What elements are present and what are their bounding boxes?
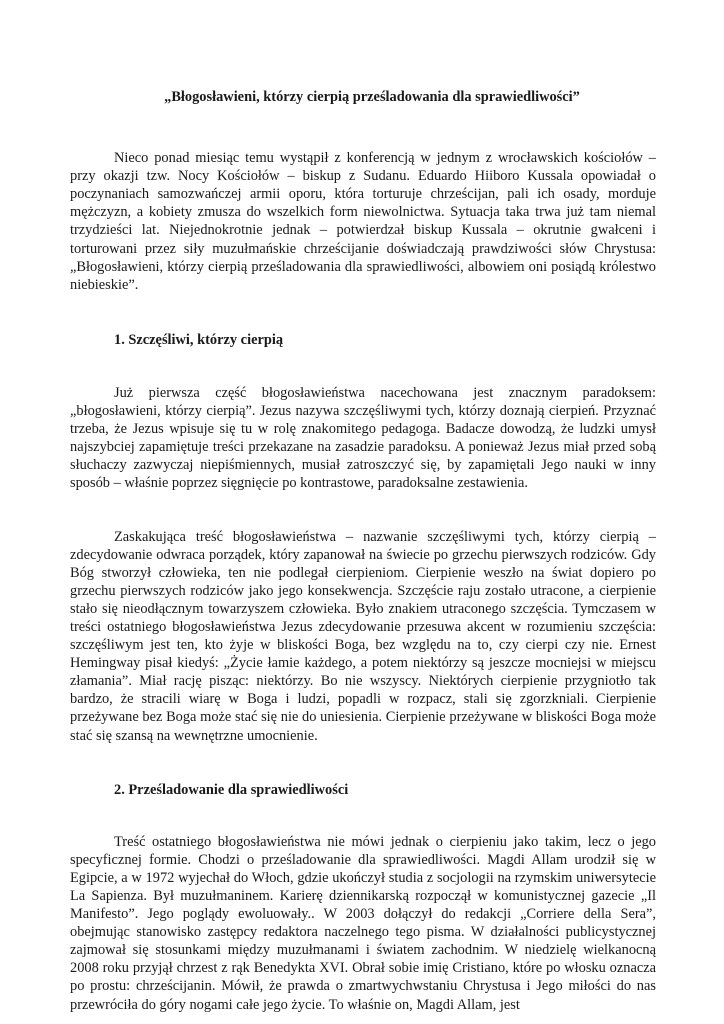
paragraph-intro: Nieco ponad miesiąc temu wystąpił z konferencją w jednym z wrocławskich kościołów – przy okazji tzw. Nocy Kościołów – biskup z Sudanu. Eduardo Hiiboro Kussala opowiadał o poczynaniach samozwańczej armii oporu, która torturuje chrześcijan, pali ich osady, morduje mężczyzn, a kobiety zmusza do wszelkich form niewolnictwa. Sytuacja taka trwa już tam niemal trzydzieści lat. Niejednokrotnie jednak – potwierdzał biskup Kussala – okrutnie gwałceni i torturowani przez siły muzułmańskie chrześcijanie doświadczają prawdziwości słów Chrystusa: „Błogosławieni, którzy cierpią prześladowania dla sprawiedliwości, albowiem oni posiądą królestwo niebieskie”. <box>70 150 656 293</box>
spacer <box>70 493 656 528</box>
spacer <box>70 294 656 331</box>
spacer <box>70 745 656 781</box>
spacer <box>70 135 656 149</box>
paragraph-suffering: Zaskakująca treść błogosławieństwa – nazwanie szczęśliwymi tych, którzy cierpią – zdecydowanie odwraca porządek, który zapanował na świecie po grzechu pierwszych rodziców. Gdy Bóg stworzył człowieka, ten nie podlegał cierpieniom. Cierpienie weszło na świat dopiero po grzechu pierwszych rodziców jako jego konsekwencja. Szczęście raju zostało utracone, a cierpienie stało się nieodłącznym towarzyszem człowieka. Było znakiem utraconego szczęścia. Tymczasem w treści ostatniego błogosławieństwa Jezus zdecydowanie przesuwa akcent w rozumieniu szczęścia: szczęśliwym jest ten, kto żyje w bliskości Boga, bez względu na to, czy cierpi czy nie. Ernest Hemingway pisał kiedyś: „Życie łamie każdego, a potem niektórzy są jeszcze mocniejsi w miejscu złamania”. Miał rację pisząc: niektórzy. Bo nie wszyscy. Niektórych cierpienie przygniotło tak bardzo, że stracili wiarę w Boga i ludzi, popadli w rozpacz, stali się zgorzkniali. Cierpienie przeżywane bez Boga może stać się nie do uniesienia. Cierpienie przeżywane w bliskości Boga może stać się szansą na wewnętrzne umocnienie. <box>70 528 656 744</box>
spacer <box>70 799 656 833</box>
document-page <box>70 88 656 1014</box>
paragraph-persecution: Treść ostatniego błogosławieństwa nie mówi jednak o cierpieniu jako takim, lecz o jego specyficznej formie. Chodzi o prześladowanie dla sprawiedliwości. Magdi Allam urodził się w Egipcie, a w 1972 wyjechał do Włoch, gdzie ukończył studia z socjologii na rzymskim uniwersytecie La Sapienza. Był muzułmaninem. Karierę dziennikarską rozpoczął w komunistycznej gazecie „Il Manifesto”. Jego poglądy ewoluowały.. W 2003 dołączył do redakcji „Corriere della Sera”, obejmując stanowisko zastępcy redaktora naczelnego tego pisma. W działalności publicystycznej zajmował się stosunkami między muzułmanami i światem zachodnim. W niedzielę wielkanocną 2008 roku przyjął chrzest z rąk Benedykta XVI. Obrał sobie imię Cristiano, które po włosku oznacza po prostu: chrześcijanin. Mówił, że prawda o zmartwychwstaniu Chrystusa i Jego miłości do nas przewróciła do góry nogami całe jego życie. To właśnie on, Magdi Allam, jest <box>70 833 656 1013</box>
document-title: „Błogosławieni, którzy cierpią prześladowania dla sprawiedliwości” <box>164 89 580 105</box>
paragraph-paradox: Już pierwsza część błogosławieństwa nacechowana jest znacznym paradoksem: „błogosławieni, którzy cierpią”. Jezus nazywa szczęśliwymi tych, którzy doznają cierpień. Przyznać trzeba, że Jezus wpisuje się tu w rolę znakomitego pedagoga. Badacze dowodzą, że ludzki umysł najszybciej zapamiętuje treści przekazane na zasadzie paradoksu. A ponieważ Jezus miał przed sobą słuchaczy zazwyczaj niepiśmiennych, musiał zatroszczyć się, by zapamiętali Jego nauki w inny sposób – właśnie poprzez sięgnięcie po kontrastowe, paradoksalne zestawienia. <box>70 384 656 492</box>
spacer <box>70 349 656 384</box>
section-heading-2: 2. Prześladowanie dla sprawiedliwości <box>114 781 349 798</box>
section-heading-1: 1. Szczęśliwi, którzy cierpią <box>114 331 284 348</box>
